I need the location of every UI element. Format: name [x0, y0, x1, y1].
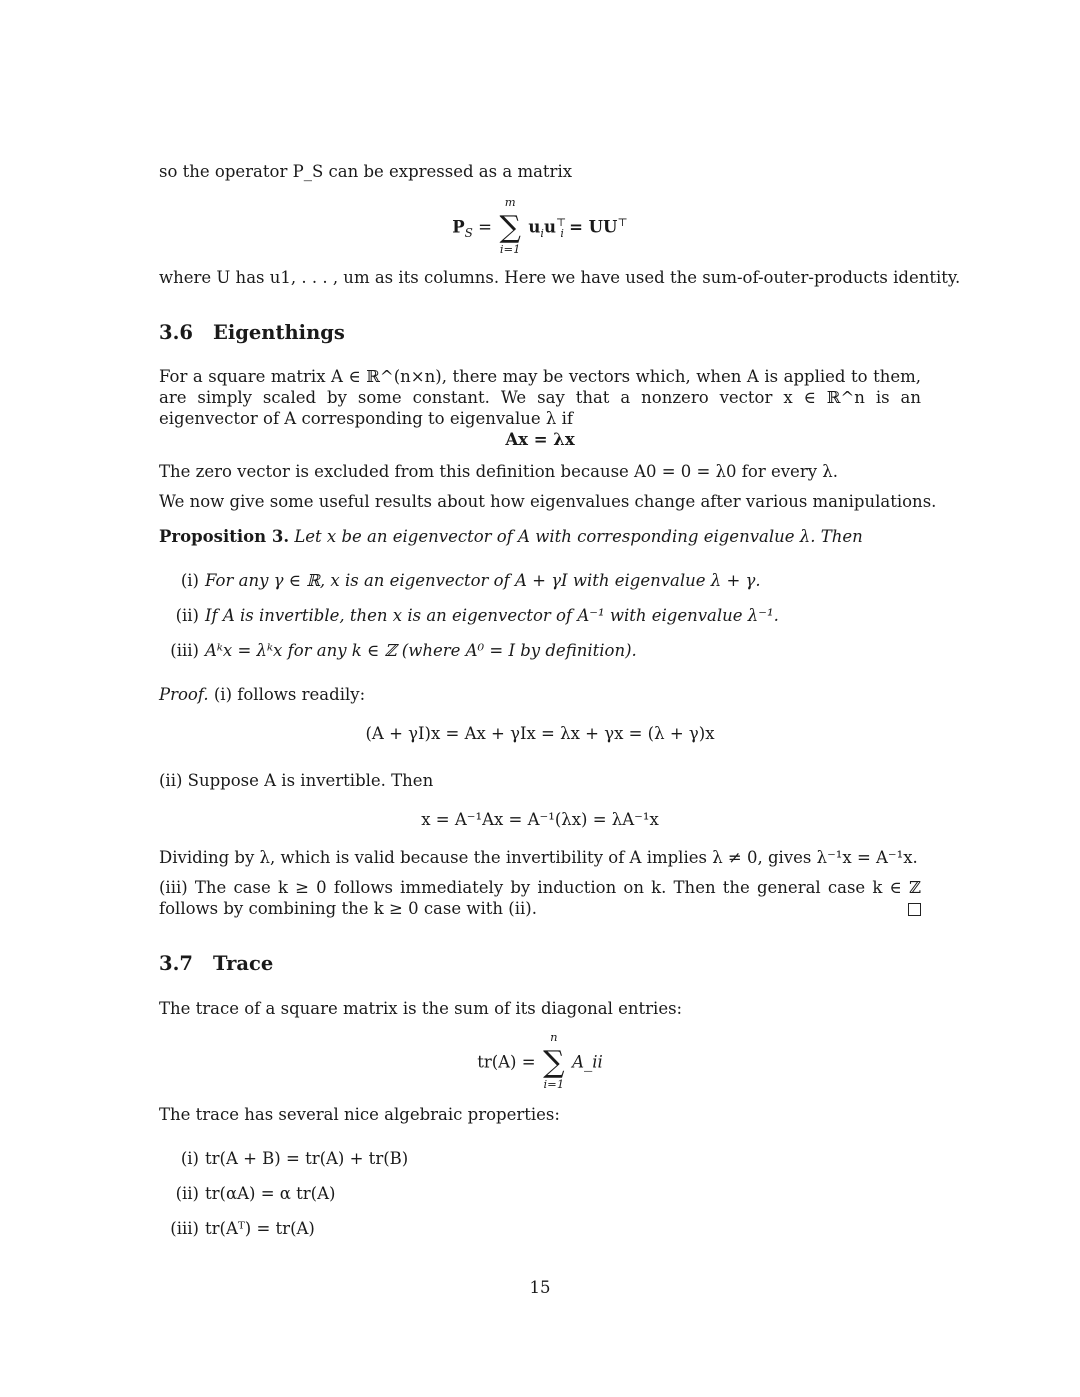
item-text: If A is invertible, then x is an eigenvector of A⁻¹ with eigenvalue λ⁻¹. [205, 606, 779, 625]
section-number: 3.7 [159, 952, 193, 975]
sum-upper-limit: n [550, 1030, 558, 1044]
item-label: (ii) [175, 606, 199, 625]
eigen-equation [159, 429, 921, 450]
proof-line-2 [159, 770, 921, 791]
eq-ps-lhs: P [452, 217, 465, 237]
eq-ps-lhs-sub: S [464, 225, 473, 240]
zero-vector-text: The zero vector is excluded from this definition because A0 = 0 = λ0 for every λ. [159, 462, 838, 481]
trace-props-line [159, 1104, 921, 1125]
proof-label: Proof. [159, 685, 209, 704]
section-title: Eigenthings [213, 321, 345, 344]
document-page [159, 0, 961, 1397]
proposition-item [159, 570, 761, 591]
proof-equation-1 [159, 723, 921, 744]
section-number: 3.6 [159, 321, 193, 344]
item-text: tr(Aᵀ) = tr(A) [205, 1219, 315, 1238]
item-text: tr(A + B) = tr(A) + tr(B) [205, 1149, 409, 1168]
page-number: 15 [529, 1278, 551, 1297]
summation-symbol: m ∑ i=1 [497, 213, 523, 243]
sum-lower-limit: i=1 [499, 242, 521, 256]
item-label: (i) [180, 571, 199, 590]
equation-ps: $P_S$ = m ∑ i=1 $u_iu^⊤_i = UU^⊤$ [452, 195, 628, 256]
results-intro-text: We now give some useful results about how eigenvalues change after various manipulations. [159, 492, 937, 511]
results-intro-line [159, 491, 937, 512]
proof-line-1 [159, 684, 921, 705]
trace-equation [159, 1030, 921, 1091]
sum-lower-limit: i=1 [543, 1077, 565, 1091]
proposition-3 [159, 526, 921, 547]
proof-text-3: Dividing by λ, which is valid because the invertibility of A implies λ ≠ 0, gives λ⁻¹x = A⁻¹x. [159, 848, 918, 867]
eigen-definition-text: For a square matrix A ∈ ℝ^(n×n), there may be vectors which, when A is applied to them, are simply scaled by some constant. We say that a nonzero vector x ∈ ℝ^n is an eigenvector of A corresponding to eigenvalue λ if [159, 367, 921, 428]
section-title: Trace [213, 952, 274, 975]
trace-property-item [159, 1148, 408, 1169]
where-line [159, 267, 961, 288]
trace-intro-text: The trace of a square matrix is the sum of its diagonal entries: [159, 999, 683, 1018]
proof-text-2: (ii) Suppose A is invertible. Then [159, 771, 434, 790]
trace-eq-lhs: tr(A) = [477, 1052, 536, 1072]
proposition-label: Proposition 3. [159, 527, 290, 546]
proposition-item [159, 605, 779, 626]
sum-upper-limit: m [504, 195, 516, 209]
item-label: (iii) [170, 641, 199, 660]
trace-props-text: The trace has several nice algebraic properties: [159, 1105, 560, 1124]
trace-property-item [159, 1183, 335, 1204]
trace-property-item [159, 1218, 315, 1239]
intro-text: so the operator P_S can be expressed as a matrix [159, 162, 573, 181]
proof-text-4: (iii) The case k ≥ 0 follows immediately by induction on k. Then the general case k ∈ ℤ follows by combining the k ≥ 0 case with (ii). [159, 878, 921, 918]
eigen-definition-paragraph [159, 366, 921, 429]
trace-intro-line [159, 998, 921, 1019]
section-heading-trace [159, 953, 273, 974]
section-heading-eigenthings [159, 322, 345, 343]
trace-eq-rhs: A_ii [572, 1052, 603, 1072]
item-label: (ii) [175, 1184, 199, 1203]
zero-vector-line [159, 461, 921, 482]
item-label: (iii) [170, 1219, 199, 1238]
proof-eq-1-text: (A + γI)x = Ax + γIx = λx + γx = (λ + γ)x [365, 724, 715, 743]
qed-box-icon [908, 903, 921, 916]
where-text: where U has u1, . . . , um as its columns. Here we have used the sum-of-outer-products identity. [159, 268, 961, 287]
intro-line [159, 161, 921, 182]
item-text: Aᵏx = λᵏx for any k ∈ ℤ (where A⁰ = I by definition). [205, 641, 637, 660]
proof-line-4 [159, 877, 921, 919]
item-text: tr(αA) = α tr(A) [205, 1184, 336, 1203]
item-text: For any γ ∈ ℝ, x is an eigenvector of A + γI with eigenvalue λ + γ. [205, 571, 761, 590]
item-label: (i) [180, 1149, 199, 1168]
proposition-item [159, 640, 637, 661]
eq-ps-rhs: = UU [569, 217, 618, 237]
proof-line-3 [159, 847, 921, 868]
eigen-equation-text: Ax = λx [505, 430, 575, 449]
proposition-statement: Let x be an eigenvector of A with corresponding eigenvalue λ. Then [294, 527, 863, 546]
proof-eq-2-text: x = A⁻¹Ax = A⁻¹(λx) = λA⁻¹x [421, 810, 659, 829]
proof-equation-2 [159, 809, 921, 830]
proof-text-1: (i) follows readily: [213, 685, 366, 704]
summation-symbol: n ∑ i=1 [541, 1048, 567, 1078]
